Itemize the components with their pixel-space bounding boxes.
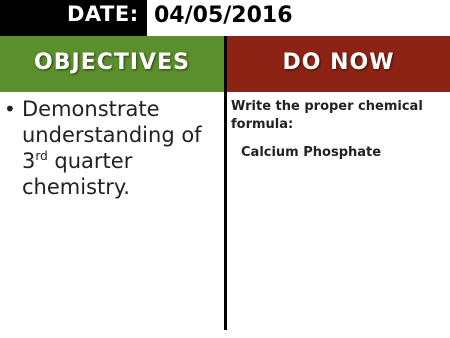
objective-ordinal-suffix: rd (35, 149, 48, 163)
objectives-header (0, 36, 224, 92)
objective-text-main: Demonstrate understanding of 3 (22, 97, 202, 173)
do-now-instruction: Write the proper chemical formula: (231, 99, 423, 132)
date-label-box (0, 0, 147, 36)
date-label: DATE: (67, 2, 139, 26)
objective-text (22, 96, 220, 200)
column-divider (224, 36, 227, 330)
bullet-icon: • (4, 97, 16, 121)
do-now-header-text: DO NOW (282, 50, 395, 75)
do-now-header (227, 36, 450, 92)
objectives-header-text: OBJECTIVES (34, 50, 190, 75)
do-now-compound: Calcium Phosphate (241, 145, 382, 160)
date-value: 04/05/2016 (154, 3, 293, 28)
objective-list-item (4, 96, 220, 200)
objective-text-rest: quarter chemistry. (22, 149, 133, 199)
